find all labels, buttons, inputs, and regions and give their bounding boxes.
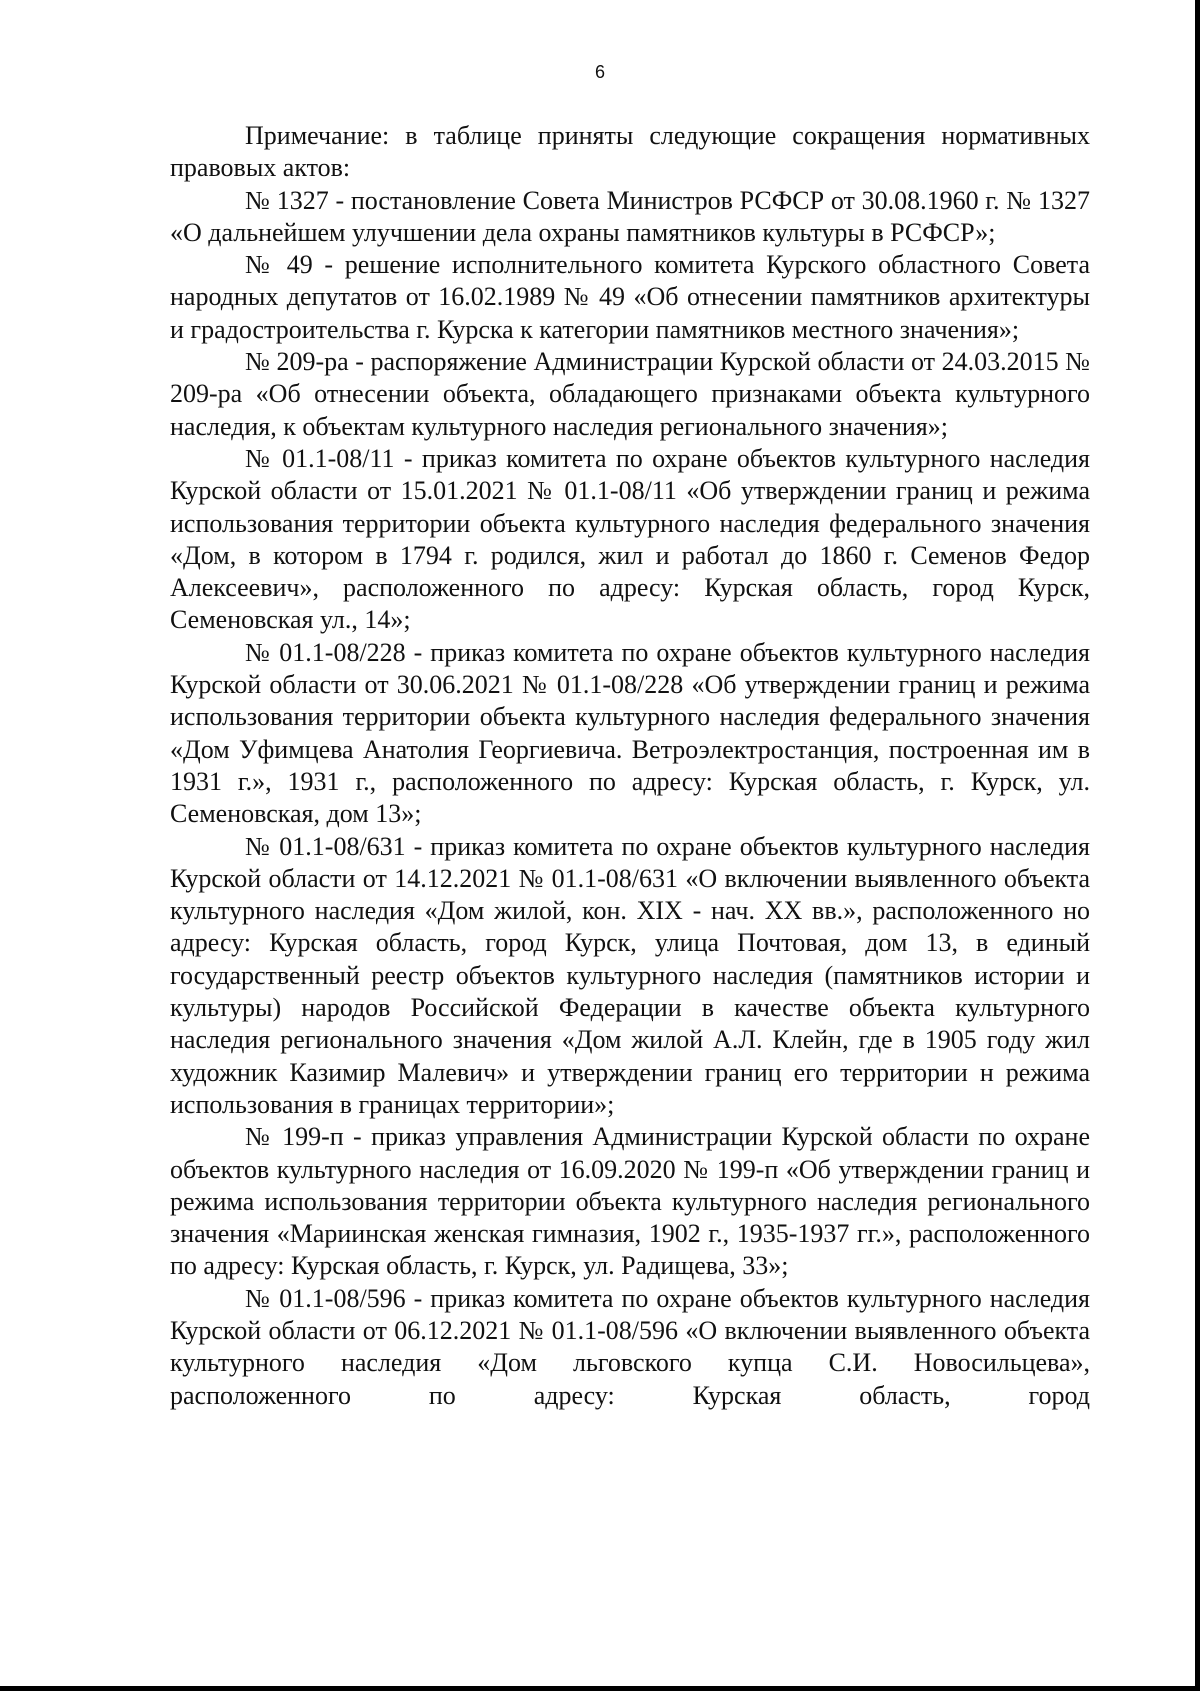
paragraph-01-1-08-631: № 01.1-08/631 - приказ комитета по охране объектов культурного наследия Курской области от 14.12.2021 № 01.1-08/631 «О включении выявленного объекта культурного наследия «Дом жилой, кон. XIX - нач. XX вв.», расположенного но адресу: Курская область, город Курск, улица Почтовая, дом 13, в единый государственный реестр объектов культурного наследия (памятников истории и культуры) народов Российской Федерации в качестве объекта культурного наследия регионального значения «Дом жилой А.Л. Клейн, где в 1905 году жил художник Казимир Малевич» и утверждении границ его территории н режима использования в границах территории»; xyxy=(170,831,1090,1119)
paragraph-01-1-08-11: № 01.1-08/11 - приказ комитета по охране объектов культурного наследия Курской области от 15.01.2021 № 01.1-08/11 «Об утверждении границ и режима использования территории объекта культурного наследия федерального значения «Дом, в котором в 1794 г. родился, жил и работал до 1860 г. Семенов Федор Алексеевич», расположенного по адресу: Курская область, город Курск, Семеновская ул., 14»; xyxy=(170,443,1090,635)
paragraph-1327: № 1327 - постановление Совета Министров РСФСР от 30.08.1960 г. № 1327 «О дальнейшем улучшении дела охраны памятников культуры в РСФСР»; xyxy=(170,185,1090,247)
note-paragraph: Примечание: в таблице приняты следующие сокращения нормативных правовых актов: xyxy=(170,121,1090,183)
paragraph-199-p: № 199-п - приказ управления Администрации Курской области по охране объектов культурного наследия от 16.09.2020 № 199-п «Об утверждении границ и режима использования территории объекта культурного наследия регионального значения «Мариинская женская гимназия, 1902 г., 1935-1937 гг.», расположенного по адресу: Курская область, г. Курск, ул. Радищева, 33»; xyxy=(170,1122,1090,1281)
page-number: 6 xyxy=(594,62,605,82)
paragraph-209-ra: № 209-ра - распоряжение Администрации Курской области от 24.03.2015 № 209-ра «Об отнесении объекта, обладающего признаками объекта культурного наследия, к объектам культурного наследия регионального значения»; xyxy=(170,347,1090,441)
document-body xyxy=(170,120,1090,1412)
paragraph-01-1-08-228: № 01.1-08/228 - приказ комитета по охране объектов культурного наследия Курской области от 30.06.2021 № 01.1-08/228 «Об утверждении границ и режима использования территории объекта культурного наследия федерального значения «Дом Уфимцева Анатолия Георгиевича. Ветроэлектростанция, построенная им в 1931 г.», 1931 г., расположенного по адресу: Курская область, г. Курск, ул. Семеновская, дом 13»; xyxy=(170,637,1090,829)
paragraph-49: № 49 - решение исполнительного комитета Курского областного Совета народных депутатов от 16.02.1989 № 49 «Об отнесении памятников архитектуры и градостроительства г. Курска к категории памятников местного значения»; xyxy=(170,250,1090,344)
paragraph-01-1-08-596: № 01.1-08/596 - приказ комитета по охране объектов культурного наследия Курской области от 06.12.2021 № 01.1-08/596 «О включении выявленного объекта культурного наследия «Дом льговского купца С.И. Новосильцева», расположенного по адресу: Курская область, город xyxy=(170,1283,1090,1410)
